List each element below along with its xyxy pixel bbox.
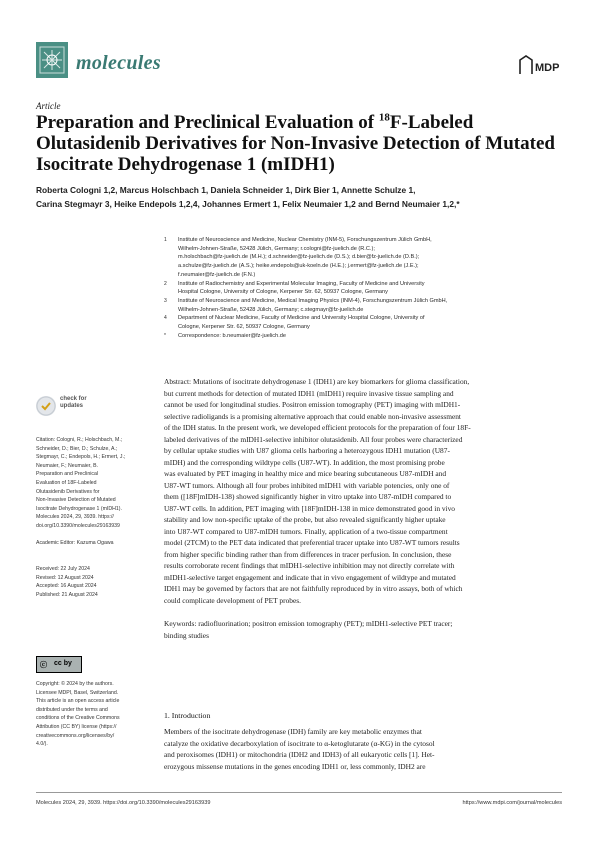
introduction-text bbox=[164, 726, 564, 772]
affiliation-item bbox=[164, 332, 564, 341]
publisher-name: MDPI bbox=[535, 62, 560, 74]
cc-by-license-icon[interactable] bbox=[36, 656, 82, 673]
authors-line-2: Carina Stegmayr 3, Heike Endepols 1,2,4, Johannes Ermert 1, Felix Neumaier 1,2 and Bernd Neumaier 1,2,* bbox=[36, 198, 460, 209]
date-line: Published: 21 August 2024 bbox=[36, 591, 98, 598]
citation-line: Neumaier, F.; Neumaier, B. bbox=[36, 462, 98, 469]
abstract-line: from higher specific binding rather than from differences in tracer perfusion. In conclusion, these bbox=[164, 549, 452, 559]
date-line: Accepted: 16 August 2024 bbox=[36, 583, 97, 590]
abstract-line: results corroborate recent findings that mIDH1-selective inhibition may not directly correlate with bbox=[164, 561, 455, 570]
check-for-updates-label[interactable] bbox=[60, 396, 87, 410]
citation-line: Isocitrate Dehydrogenase 1 (mIDH1). bbox=[36, 505, 122, 512]
citation-line: Preparation and Preclinical bbox=[36, 471, 98, 478]
abstract-line: mIDH) and the corresponding wildtype cells (U87-WT). In addition, the most promising probe bbox=[164, 457, 445, 467]
mdpi-logo bbox=[518, 54, 560, 80]
keywords bbox=[164, 618, 564, 641]
citation-line: doi.org/10.3390/molecules29163939 bbox=[36, 522, 120, 529]
title-line-2: Olutasidenib Derivatives for Non-Invasive Detection of Mutated bbox=[36, 133, 555, 154]
citation-line: Non-Invasive Detection of Mutated bbox=[36, 497, 116, 504]
copyright-line: 4.0/). bbox=[36, 741, 48, 748]
copyright-line: Copyright: © 2024 by the authors. bbox=[36, 681, 114, 687]
abstract-line: them ([18F]mIDH-138) showed significantly higher in vitro uptake into U87-mIDH compared to bbox=[164, 492, 452, 501]
citation-line: Molecules 2024, 29, 3939. https:// bbox=[36, 514, 114, 521]
affiliation-number: * bbox=[164, 332, 166, 339]
citation-line: Citation: Cologni, R.; Holschbach, M.; bbox=[36, 437, 123, 443]
abstract-line: of the IDH status. In the present work, we developed efficient protocols for the preparation of four 18F- bbox=[164, 423, 471, 432]
copyright-line: distributed under the terms and bbox=[36, 706, 108, 713]
copyright-block bbox=[36, 680, 158, 749]
copyright-line: conditions of the Creative Commons bbox=[36, 715, 120, 722]
intro-line: erozygous missense mutations in the genes encoding IDH1 or, less commonly, IDH2 are bbox=[164, 761, 426, 771]
affiliation-line: f.neumaier@fz-juelich.de (F.N.) bbox=[178, 271, 256, 278]
check-for-updates-icon[interactable] bbox=[36, 396, 56, 416]
affiliation-line: Hospital Cologne, University of Cologne, Kerpener Str. 62, 50937 Cologne, Germany bbox=[178, 289, 388, 296]
copyright-line: Attribution (CC BY) license (https:// bbox=[36, 723, 117, 730]
journal-name: molecules bbox=[76, 52, 161, 74]
paper-title bbox=[36, 112, 566, 175]
abstract-line: by cellular uptake studies with U87 glioma cells harboring a heterozygous IDH1 mutation (U87- bbox=[164, 446, 450, 455]
cc-symbol-icon: ⓒ bbox=[40, 662, 47, 669]
cfu-line-2: updates bbox=[60, 403, 84, 409]
footer-divider bbox=[36, 792, 562, 793]
abstract-line: was evaluated by PET imaging in healthy mice and mice bearing subcutaneous U87-mIDH and bbox=[164, 469, 447, 478]
affiliation-line: Department of Nuclear Medicine, Faculty of Medicine and University Hospital Cologne, University of bbox=[178, 315, 425, 322]
affiliation-item bbox=[164, 297, 564, 314]
citation-line: Schneider, D.; Bier, D.; Schulze, A.; bbox=[36, 445, 118, 452]
affiliation-number: 4 bbox=[164, 315, 167, 322]
title-line-1-end: F-Labeled bbox=[389, 112, 474, 133]
title-superscript: 18 bbox=[378, 111, 390, 124]
affiliation-line: Institute of Neuroscience and Medicine, Nuclear Chemistry (INM-5), Forschungszentrum Jülich GmbH, bbox=[178, 237, 432, 243]
copyright-line: This article is an open access article bbox=[36, 698, 120, 705]
abstract-line: mIDH1-selective target engagement and indicate that in vivo engagement of wildtype and mutated bbox=[164, 572, 456, 582]
article-type: Article bbox=[36, 101, 61, 111]
affiliation-item bbox=[164, 314, 564, 331]
citation-line: Evaluation of 18F-Labeled bbox=[36, 479, 97, 486]
date-line: Received: 22 July 2024 bbox=[36, 566, 90, 572]
section-heading-introduction: 1. Introduction bbox=[164, 711, 211, 720]
intro-line: and peroxisomes (IDH1) or mitochondria (IDH2 and IDH3) of all eukaryotic cells [1]. Het- bbox=[164, 750, 435, 759]
date-line: Revised: 12 August 2024 bbox=[36, 574, 94, 581]
author-list bbox=[36, 184, 566, 211]
title-line-1: Preparation and Preclinical Evaluation of bbox=[36, 112, 379, 133]
affiliation-line: Cologne, Kerpener Str. 62, 50937 Cologne, Germany bbox=[178, 324, 310, 331]
footer-citation[interactable]: Molecules 2024, 29, 3939. https://doi.org/10.3390/molecules29163939 bbox=[36, 800, 211, 806]
citation-line: Stegmayr, C.; Endepols, H.; Ermert, J.; bbox=[36, 454, 126, 461]
intro-line: catalyze the oxidative decarboxylation of isocitrate to α-ketoglutarate (α-KG) in the cytosol bbox=[164, 738, 435, 748]
footer-journal-link[interactable]: https://www.mdpi.com/journal/molecules bbox=[462, 800, 562, 806]
affiliation-item bbox=[164, 280, 564, 297]
abstract bbox=[164, 376, 564, 606]
abstract-line: into U87-WT compared to U87-mIDH tumors. Finally, application of a two-tissue compartment bbox=[164, 526, 448, 536]
affiliation-line: m.holschbach@fz-juelich.de (M.H.); d.schneider@fz-juelich.de (D.S.); d.bier@fz-juelich.de (D.B.); bbox=[178, 254, 420, 261]
abstract-line: U87-WT cells. In addition, PET imaging with [18F]mIDH-138 in mice demonstrated good in vivo bbox=[164, 503, 455, 513]
authors-line-1: Roberta Cologni 1,2, Marcus Holschbach 1, Daniela Schneider 1, Dirk Bier 1, Annette Schulze 1, bbox=[36, 185, 416, 195]
journal-logo-icon bbox=[36, 42, 68, 78]
affiliation-line: Institute of Radiochemistry and Experimental Molecular Imaging, Faculty of Medicine and University bbox=[178, 280, 425, 287]
affiliation-line: Wilhelm-Johnen-Straße, 52428 Jülich, Germany; c.stegmayr@fz-juelich.de bbox=[178, 306, 364, 313]
abstract-line: model (2TCM) to the PET data indicated that preferential tracer uptake into U87-WT tumors results bbox=[164, 538, 460, 547]
affiliation-number: 3 bbox=[164, 297, 167, 304]
affiliation-number: 1 bbox=[164, 237, 167, 243]
abstract-line: IDH1 may be governed by factors that are not faithfully reproduced by in vitro assays, both of which bbox=[164, 584, 463, 593]
abstract-line: cannot be used for longitudinal studies. Positron emission tomography (PET) imaging with mIDH1- bbox=[164, 400, 461, 409]
abstract-line: could complicate development of PET probes. bbox=[164, 595, 301, 605]
abstract-line: U87-WT tumors. Although all four probes inhibited mIDH1 with variable potencies, only one of bbox=[164, 480, 450, 490]
abstract-line: labeled derivatives of the mIDH1-selective inhibitor olutasidenib. All four probes were characterized bbox=[164, 434, 463, 444]
affiliation-line: a.schulze@fz-juelich.de (A.S.); heike.endepols@uk-koeln.de (H.E.); j.ermert@fz-juelich.de (J.E.); bbox=[178, 263, 419, 270]
copyright-line: creativecommons.org/licenses/by/ bbox=[36, 732, 115, 739]
affiliation-number: 2 bbox=[164, 280, 167, 287]
affiliation-line: Correspondence: b.neumaier@fz-juelich.de bbox=[178, 332, 286, 339]
abstract-line: Abstract: Mutations of isocitrate dehydrogenase 1 (IDH1) are key biomarkers for glioma classification, bbox=[164, 377, 470, 386]
affiliation-item bbox=[164, 236, 564, 280]
copyright-line: Licensee MDPI, Basel, Switzerland. bbox=[36, 689, 119, 696]
academic-editor: Academic Editor: Kazuma Ogawa bbox=[36, 540, 114, 546]
citation-line: Olutasidenib Derivatives for bbox=[36, 488, 100, 495]
license-badge-text: cc by bbox=[54, 660, 72, 667]
keywords-line: binding studies bbox=[164, 630, 209, 640]
title-line-3: Isocitrate Dehydrogenase 1 (mIDH1) bbox=[36, 154, 335, 175]
dates-block bbox=[36, 565, 158, 599]
intro-line: Members of the isocitrate dehydrogenase (IDH) family are key metabolic enzymes that bbox=[164, 727, 422, 736]
abstract-line: stability and low non-specific uptake of the probe, but also revealed significantly higher uptake bbox=[164, 515, 446, 524]
affiliation-line: Institute of Neuroscience and Medicine, Medical Imaging Physics (INM-4), Forschungszentrum Jülich GmbH, bbox=[178, 297, 448, 304]
abstract-line: but current methods for detection of mutated IDH1 (mIDH1) require invasive tissue sampling and bbox=[164, 388, 454, 398]
page-footer bbox=[36, 800, 562, 806]
affiliations bbox=[164, 236, 564, 340]
citation-block bbox=[36, 436, 158, 531]
keywords-line: Keywords: radiofluorination; positron emission tomography (PET); mIDH1-selective PET tracer; bbox=[164, 619, 453, 628]
abstract-line: selective radioligands is a promising alternative approach that could enable non-invasive assessment bbox=[164, 411, 461, 421]
affiliation-line: Wilhelm-Johnen-Straße, 52428 Jülich, Germany; r.cologni@fz-juelich.de (R.C.); bbox=[178, 245, 375, 252]
cfu-line-1: check for bbox=[60, 396, 87, 402]
